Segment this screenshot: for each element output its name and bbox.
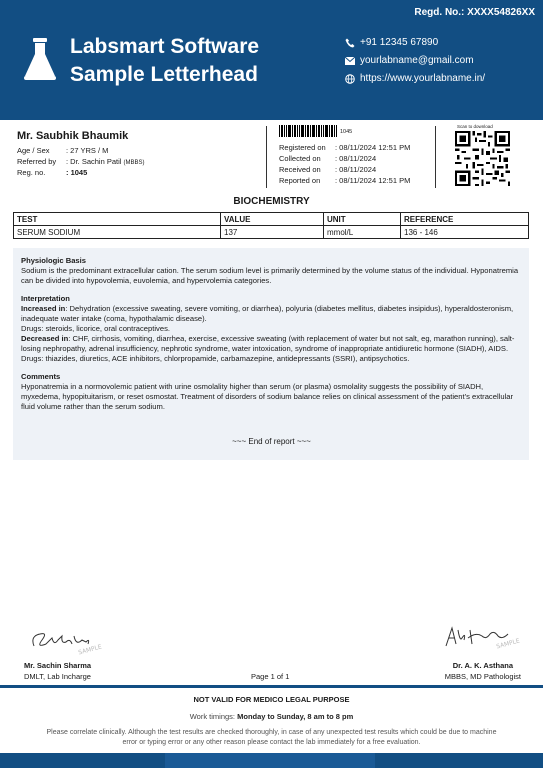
work-timings: Work timings: Monday to Sunday, 8 am to 8 pm: [189, 712, 354, 721]
footer-divider: [0, 685, 543, 688]
patient-details: [17, 130, 267, 178]
basis-text: Sodium is the predominant extracellular cation. The serum sodium level is primarily determined by the volume status of the individual. Hyponatremia can be divided into hypovolemia, euvolemia, and hypervolemia categories.: [21, 266, 519, 285]
column-header: UNIT: [324, 213, 401, 226]
end-of-report: ~~~ End of report ~~~: [232, 437, 311, 446]
globe-icon: [343, 74, 357, 84]
reg-label: Reg. no.: [17, 168, 46, 177]
drugs-decreased: Drugs: thiazides, diuretics, ACE inhibitors, chlorpropamide, carbamazepine, antidepressants (SSRI), antipsychotics.: [21, 354, 410, 363]
drugs-increased: Drugs: steroids, licorice, oral contraceptives.: [21, 324, 170, 333]
mail-icon: [343, 57, 357, 65]
reg-value: : 1045: [66, 168, 88, 177]
left-signatory-degree: DMLT, Lab Incharge: [24, 672, 91, 681]
comments-text: Hyponatremia in a normovolemic patient with urine osmolality higher than serum (or plasma) osmolality suggests the possibility of SIADH, myxedema, hypopituitarism, or reset osmostat. Treatment of disorders of sodium balance relies on clinical assessment of the patient’s extracellular fluid volume rather than the serum sodium.: [21, 382, 513, 411]
divider: [435, 126, 436, 188]
lab-title: Labsmart Software Sample Letterhead: [70, 35, 260, 86]
table-header-row: [14, 213, 529, 226]
qr-caption: Scan to download: [457, 124, 493, 129]
right-signatory-name: Dr. A. K. Asthana: [452, 661, 513, 670]
svg-text:SAMPLE: SAMPLE: [77, 643, 103, 656]
footer-band: [0, 753, 543, 768]
registered-value: : 08/11/2024 12:51 PM: [335, 143, 411, 152]
barcode-image: [279, 125, 337, 137]
page-number: Page 1 of 1: [251, 672, 290, 681]
flask-logo-icon: [24, 38, 56, 80]
age-sex-label: Age / Sex: [17, 146, 50, 155]
referred-label: Referred by: [17, 157, 57, 166]
increased-text: Increased in: Dehydration (excessive sweating, severe vomiting, or diarrhea), polyuria (diabetes mellitus, diabetes insipidus), hyperaldosteronism, inadequate water intake (coma, hypothalamic disease).: [21, 304, 514, 323]
reported-value: : 08/11/2024 12:51 PM: [335, 176, 411, 185]
decreased-text: Decreased in: CHF, cirrhosis, vomiting, diarrhea, exercise, excessive sweating (with replacement of water but not salt, eg, marathon running), salt-losing nephropathy, adrenal insufficiency, nephrotic syndrome, water intoxication, syndrome of inappropriate antidiuretic hormone (SIADH), AIDS.: [21, 334, 515, 353]
right-signature-image: [442, 622, 532, 652]
received-label: Received on: [279, 165, 321, 174]
svg-text:SAMPLE: SAMPLE: [495, 637, 521, 651]
results-table: [13, 212, 529, 239]
registration-number: Regd. No.: XXXX54826XX: [414, 7, 535, 18]
qr-code-image[interactable]: [455, 131, 510, 186]
table-row: [14, 226, 529, 239]
barcode-number: 1045: [340, 129, 353, 135]
basis-heading: Physiologic Basis: [21, 256, 86, 265]
age-sex-value: : 27 YRS / M: [66, 146, 109, 155]
test-value: 137: [221, 226, 324, 239]
email-contact: yourlabname@gmail.com: [343, 55, 474, 66]
phone-contact: +91 12345 67890: [343, 37, 438, 48]
right-signatory-degree: MBBS, MD Pathologist: [444, 672, 521, 681]
comments-heading: Comments: [21, 372, 61, 381]
left-signature-image: [28, 626, 118, 656]
disclaimer-text: Please correlate clinically. Although the test results are checked thoroughly, in case of any unexpected test results which could be due to machine error or typing error or any other reason please contact the lab immediately for a free evaluation.: [46, 729, 497, 746]
report-dates: [279, 142, 410, 186]
received-value: : 08/11/2024: [335, 165, 377, 174]
website-contact: https://www.yourlabname.in/: [343, 73, 485, 84]
patient-name: Mr. Saubhik Bhaumik: [17, 130, 129, 142]
test-unit: mmol/L: [324, 226, 401, 239]
divider: [266, 126, 267, 188]
column-header: REFERENCE: [401, 213, 529, 226]
footer-band-accent: [165, 753, 375, 768]
test-name: SERUM SODIUM: [14, 226, 221, 239]
phone-icon: [343, 38, 357, 48]
test-reference: 136 - 146: [401, 226, 529, 239]
collected-label: Collected on: [279, 154, 321, 163]
collected-value: : 08/11/2024: [335, 154, 377, 163]
left-signatory-name: Mr. Sachin Sharma: [24, 661, 92, 670]
column-header: TEST: [14, 213, 221, 226]
interpretation-heading: Interpretation: [21, 294, 70, 303]
legal-notice: NOT VALID FOR MEDICO LEGAL PURPOSE: [193, 695, 350, 704]
interpretation-notes: [13, 248, 529, 460]
letterhead-header: [0, 0, 543, 120]
referred-value: : Dr. Sachin Patil (MBBS): [66, 157, 145, 166]
section-title: BIOCHEMISTRY: [233, 196, 310, 207]
reported-label: Reported on: [279, 176, 321, 185]
registered-label: Registered on: [279, 143, 326, 152]
column-header: VALUE: [221, 213, 324, 226]
